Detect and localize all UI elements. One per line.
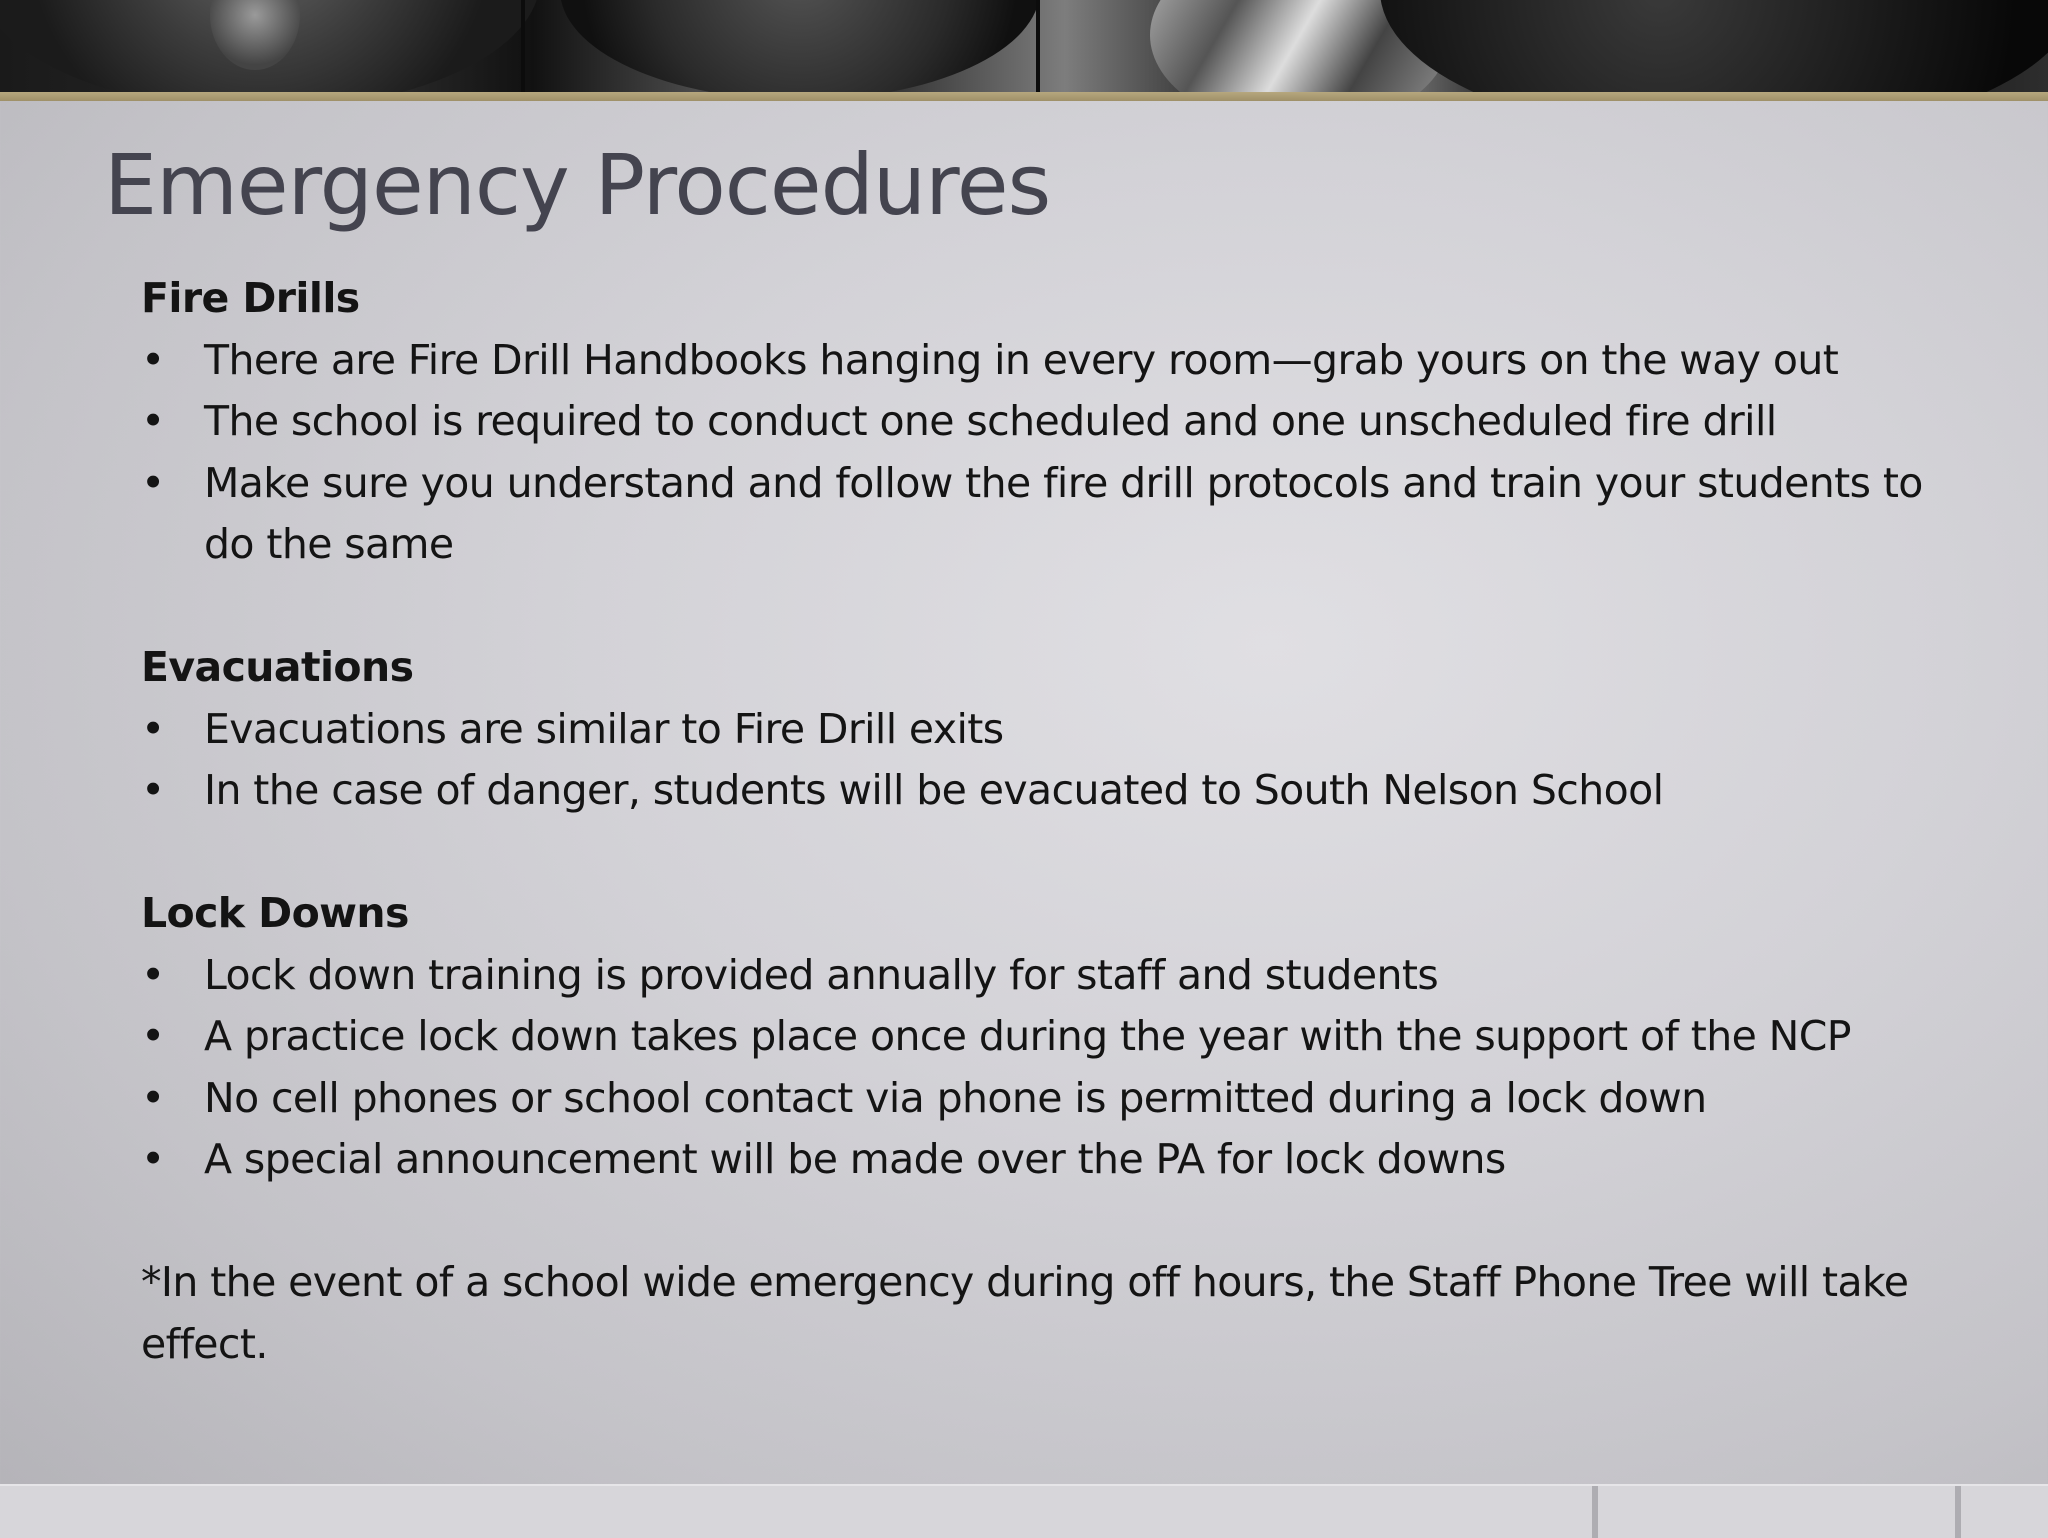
slide-body bbox=[141, 268, 1981, 1375]
footnote: *In the event of a school wide emergency during off hours, the Staff Phone Tree will take effect. bbox=[141, 1258, 1909, 1368]
gear-shape bbox=[560, 0, 1040, 92]
footer-divider bbox=[1592, 1486, 1598, 1538]
footer-divider bbox=[1955, 1486, 1961, 1538]
section-heading-fire-drills: Fire Drills bbox=[141, 274, 360, 322]
footer-bar bbox=[0, 1484, 2048, 1538]
banner-divider bbox=[1036, 0, 1040, 92]
spacer bbox=[141, 1191, 1981, 1253]
bullet-item: • No cell phones or school contact via phone is permitted during a lock down bbox=[141, 1068, 1981, 1130]
bullet-item: • In the case of danger, students will be evacuated to South Nelson School bbox=[141, 760, 1981, 822]
bullet-item: • Make sure you understand and follow the fire drill protocols and train your students to do the same bbox=[141, 453, 1924, 576]
bullet-item: • The school is required to conduct one scheduled and one unscheduled fire drill bbox=[141, 391, 1981, 453]
bullet-item: • Lock down training is provided annually for staff and students bbox=[141, 945, 1981, 1007]
spacer bbox=[141, 822, 1981, 884]
tire-shape bbox=[1380, 0, 2048, 92]
fire-drills-list bbox=[141, 330, 1981, 576]
header-banner-image bbox=[0, 0, 2048, 92]
bullet-item: • Evacuations are similar to Fire Drill exits bbox=[141, 699, 1981, 761]
section-heading-evacuations: Evacuations bbox=[141, 643, 414, 691]
evacuations-list bbox=[141, 699, 1981, 822]
bullet-item: • A special announcement will be made over the PA for lock downs bbox=[141, 1129, 1981, 1191]
gold-accent-rule bbox=[0, 92, 2048, 101]
spacer bbox=[141, 576, 1981, 638]
slide-title: Emergency Procedures bbox=[104, 136, 1051, 234]
section-heading-lock-downs: Lock Downs bbox=[141, 889, 409, 937]
banner-divider bbox=[521, 0, 525, 92]
bullet-item: • There are Fire Drill Handbooks hanging in every room—grab yours on the way out bbox=[141, 330, 1981, 392]
bullet-item: • A practice lock down takes place once during the year with the support of the NCP bbox=[141, 1006, 1964, 1068]
lock-downs-list bbox=[141, 945, 1981, 1191]
